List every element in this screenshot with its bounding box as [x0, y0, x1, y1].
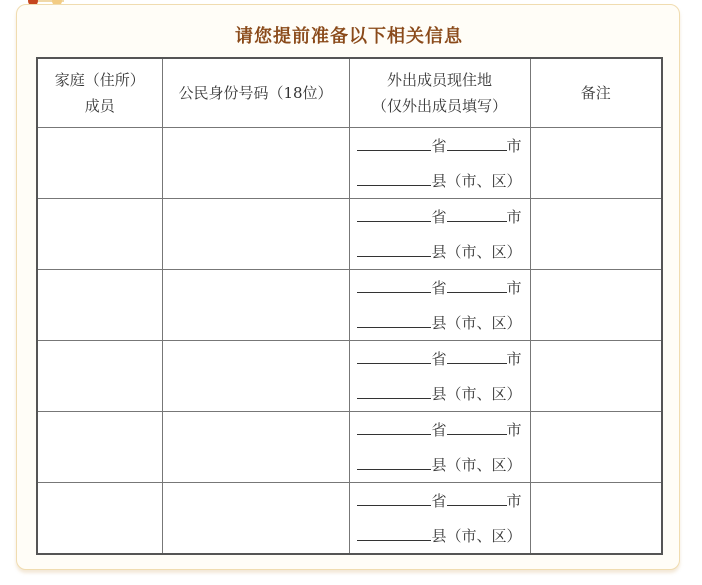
table-row — [37, 412, 662, 483]
address-line-province-city — [350, 483, 530, 518]
province-label: 省 — [431, 208, 447, 226]
member-cell[interactable] — [37, 412, 162, 483]
address-line-county — [350, 234, 530, 269]
member-cell[interactable] — [37, 199, 162, 270]
city-label: 市 — [506, 208, 522, 226]
note-cell[interactable] — [530, 128, 662, 199]
county-label: 县（市、区） — [431, 172, 522, 190]
id-number-cell[interactable] — [162, 483, 349, 555]
province-blank[interactable] — [357, 128, 431, 151]
city-blank[interactable] — [447, 483, 507, 506]
id-number-cell[interactable] — [162, 128, 349, 199]
county-blank[interactable] — [357, 447, 431, 470]
table-header-row — [37, 58, 662, 128]
id-number-cell[interactable] — [162, 199, 349, 270]
member-cell[interactable] — [37, 128, 162, 199]
note-cell[interactable] — [530, 270, 662, 341]
address-line-province-city — [350, 341, 530, 376]
table-row — [37, 341, 662, 412]
county-label: 县（市、区） — [431, 456, 522, 474]
header-id-number: 公民身份号码（18位） — [162, 58, 349, 128]
header-member — [37, 58, 162, 128]
info-card — [16, 4, 680, 570]
table-row — [37, 270, 662, 341]
city-blank[interactable] — [447, 270, 507, 293]
note-cell[interactable] — [530, 483, 662, 555]
city-label: 市 — [506, 137, 522, 155]
city-label: 市 — [506, 492, 522, 510]
city-blank[interactable] — [447, 412, 507, 435]
city-blank[interactable] — [447, 199, 507, 222]
city-label: 市 — [506, 421, 522, 439]
address-line-county — [350, 376, 530, 411]
header-address-line2: （仅外出成员填写） — [371, 97, 507, 115]
address-line-province-city — [350, 199, 530, 234]
id-number-cell[interactable] — [162, 412, 349, 483]
city-blank[interactable] — [447, 341, 507, 364]
province-blank[interactable] — [357, 270, 431, 293]
note-cell[interactable] — [530, 412, 662, 483]
county-label: 县（市、区） — [431, 527, 522, 545]
address-cell — [349, 199, 530, 270]
county-blank[interactable] — [357, 376, 431, 399]
province-label: 省 — [431, 350, 447, 368]
county-blank[interactable] — [357, 305, 431, 328]
county-blank[interactable] — [357, 518, 431, 541]
member-cell[interactable] — [37, 483, 162, 555]
county-label: 县（市、区） — [431, 243, 522, 261]
member-cell[interactable] — [37, 341, 162, 412]
note-cell[interactable] — [530, 341, 662, 412]
county-blank[interactable] — [357, 163, 431, 186]
address-line-county — [350, 447, 530, 482]
province-blank[interactable] — [357, 341, 431, 364]
address-line-province-city — [350, 270, 530, 305]
province-label: 省 — [431, 492, 447, 510]
header-address — [349, 58, 530, 128]
province-label: 省 — [431, 279, 447, 297]
city-label: 市 — [506, 350, 522, 368]
table-row — [37, 199, 662, 270]
address-cell — [349, 341, 530, 412]
address-line-county — [350, 518, 530, 553]
province-blank[interactable] — [357, 483, 431, 506]
province-label: 省 — [431, 421, 447, 439]
table-row — [37, 483, 662, 555]
county-blank[interactable] — [357, 234, 431, 257]
city-blank[interactable] — [447, 128, 507, 151]
card-title: 请您提前准备以下相关信息 — [235, 26, 463, 47]
address-cell — [349, 412, 530, 483]
address-cell — [349, 270, 530, 341]
table-row — [37, 128, 662, 199]
province-label: 省 — [431, 137, 447, 155]
header-member-line2: 成员 — [84, 97, 115, 115]
info-table — [36, 57, 663, 555]
header-member-line1: 家庭（住所） — [54, 71, 145, 89]
member-cell[interactable] — [37, 270, 162, 341]
city-label: 市 — [506, 279, 522, 297]
header-note: 备注 — [530, 58, 662, 128]
note-cell[interactable] — [530, 199, 662, 270]
county-label: 县（市、区） — [431, 314, 522, 332]
header-address-line1: 外出成员现住地 — [386, 71, 492, 89]
id-number-cell[interactable] — [162, 270, 349, 341]
province-blank[interactable] — [357, 199, 431, 222]
county-label: 县（市、区） — [431, 385, 522, 403]
address-line-county — [350, 305, 530, 340]
table-body — [37, 128, 662, 555]
id-number-cell[interactable] — [162, 341, 349, 412]
address-cell — [349, 483, 530, 555]
address-line-province-city — [350, 412, 530, 447]
address-line-county — [350, 163, 530, 198]
province-blank[interactable] — [357, 412, 431, 435]
address-line-province-city — [350, 128, 530, 163]
address-cell — [349, 128, 530, 199]
